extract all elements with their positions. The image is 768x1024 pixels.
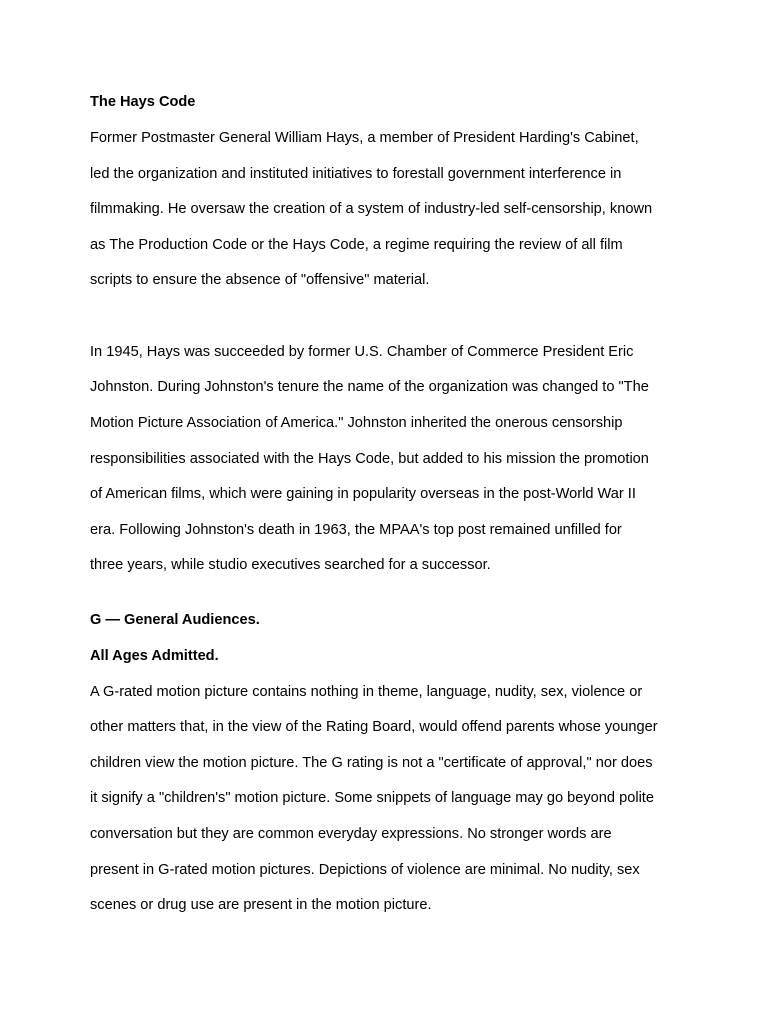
paragraph-3-line: other matters that, in the view of the Rating Board, would offend parents whose younger	[90, 719, 658, 735]
paragraph-3-line: A G-rated motion picture contains nothing in theme, language, nudity, sex, violence or	[90, 684, 643, 700]
paragraph-1-line: scripts to ensure the absence of "offensive" material.	[90, 272, 430, 288]
paragraph-2-line: three years, while studio executives searched for a successor.	[90, 557, 491, 573]
paragraph-2-line: Johnston. During Johnston's tenure the name of the organization was changed to "The	[90, 379, 649, 395]
paragraph-2-line: responsibilities associated with the Hays Code, but added to his mission the promotion	[90, 451, 649, 467]
paragraph-2-line: In 1945, Hays was succeeded by former U.S. Chamber of Commerce President Eric	[90, 344, 634, 360]
subheading-all-ages-admitted: All Ages Admitted.	[90, 648, 219, 664]
paragraph-3-line: scenes or drug use are present in the motion picture.	[90, 897, 432, 913]
paragraph-2-line: Motion Picture Association of America." Johnston inherited the onerous censorship	[90, 415, 623, 431]
paragraph-2-line: era. Following Johnston's death in 1963, the MPAA's top post remained unfilled for	[90, 522, 622, 538]
paragraph-1-line: filmmaking. He oversaw the creation of a system of industry-led self-censorship, known	[90, 201, 653, 217]
paragraph-1-line: Former Postmaster General William Hays, a member of President Harding's Cabinet,	[90, 130, 639, 146]
paragraph-1-line: led the organization and instituted initiatives to forestall government interference in	[90, 166, 622, 182]
paragraph-1-line: as The Production Code or the Hays Code, a regime requiring the review of all film	[90, 237, 623, 253]
paragraph-3-line: conversation but they are common everyday expressions. No stronger words are	[90, 826, 612, 842]
heading-g-general-audiences: G — General Audiences.	[90, 612, 260, 628]
paragraph-3-line: present in G-rated motion pictures. Depictions of violence are minimal. No nudity, sex	[90, 862, 640, 878]
heading-hays-code: The Hays Code	[90, 94, 196, 110]
paragraph-3-line: it signify a "children's" motion picture. Some snippets of language may go beyond polite	[90, 790, 654, 806]
paragraph-3-line: children view the motion picture. The G rating is not a "certificate of approval," nor does	[90, 755, 653, 771]
paragraph-2-line: of American films, which were gaining in popularity overseas in the post-World War II	[90, 486, 636, 502]
